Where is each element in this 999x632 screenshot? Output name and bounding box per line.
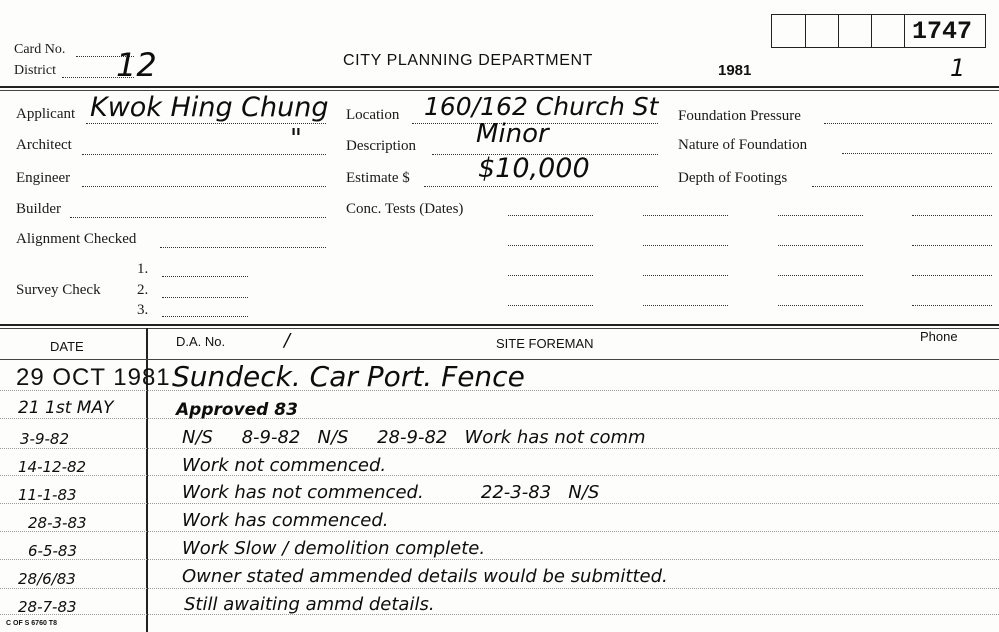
da-header: D.A. No. (176, 334, 226, 349)
location-label: Location (346, 107, 400, 123)
ruled-line (0, 531, 999, 532)
estimate-label: Estimate $ (346, 170, 410, 186)
form-code: C OF S 6760 T8 (6, 620, 57, 627)
survey-3: 3. (137, 302, 149, 318)
log-entry-date: 29 OCT 1981 (16, 364, 171, 391)
estimate-dots (424, 186, 658, 187)
conc-dots-r1c3 (778, 215, 863, 216)
conc-dots-r4c3 (778, 305, 863, 306)
applicant-label: Applicant (16, 106, 76, 122)
log-rule-2 (0, 328, 999, 329)
builder-dots (70, 217, 326, 218)
da-mark: / (284, 330, 291, 351)
log-entry-note: Work not commenced. (182, 455, 387, 476)
log-entry-note: Work Slow / demolition complete. (182, 538, 486, 559)
date-header: DATE (50, 339, 84, 354)
survey-3-dots (162, 316, 248, 317)
ruled-line (0, 588, 999, 589)
log-entry-date: 28/6/83 (18, 570, 76, 588)
conc-dots-r2c1 (508, 245, 593, 246)
location-value: 160/162 Church St (424, 92, 659, 121)
foreman-header: SITE FOREMAN (496, 336, 594, 351)
ruled-line (0, 559, 999, 560)
log-entry-date: 21 1st MAY (18, 398, 114, 418)
conc-dots-r4c2 (643, 305, 728, 306)
log-entry-date: 11-1-83 (18, 486, 77, 504)
log-entry-date: 28-7-83 (18, 598, 77, 616)
foundation-pressure-label: Foundation Pressure (678, 108, 801, 124)
ruled-line (0, 503, 999, 504)
year-mark: 1 (950, 54, 966, 82)
ruled-line (0, 448, 999, 449)
card-number: 1747 (912, 17, 973, 46)
phone-header: Phone (920, 329, 958, 344)
description-label: Description (346, 138, 416, 154)
header-rule-1 (0, 86, 999, 88)
log-entry-note: Work has not commenced. 22-3-83 N/S (182, 482, 600, 503)
survey-2: 2. (137, 282, 149, 298)
district-value: 12 (116, 46, 157, 84)
engineer-label: Engineer (16, 170, 71, 186)
conc-dots-r1c4 (912, 215, 992, 216)
architect-value: " (290, 124, 302, 154)
log-entry-date: 6-5-83 (28, 542, 77, 560)
conc-dots-r4c1 (508, 305, 593, 306)
architect-label: Architect (16, 137, 72, 153)
conc-dots-r1c1 (508, 215, 593, 216)
applicant-value: Kwok Hing Chung (90, 92, 329, 123)
conc-dots-r3c2 (643, 275, 728, 276)
ruled-line (0, 475, 999, 476)
district-label: District (14, 63, 56, 78)
estimate-value: $10,000 (478, 153, 590, 184)
card-number-box-3 (838, 14, 872, 48)
log-entry-note: Owner stated ammended details would be submitted. (182, 566, 668, 587)
survey-1-dots (162, 276, 248, 277)
conc-dots-r3c4 (912, 275, 992, 276)
year: 1981 (718, 62, 752, 79)
alignment-label: Alignment Checked (16, 231, 137, 247)
log-entry-note: Approved 83 (176, 400, 298, 420)
conc-dots-r1c2 (643, 215, 728, 216)
builder-label: Builder (16, 201, 61, 217)
ruled-line (0, 418, 999, 419)
survey-1: 1. (137, 261, 149, 277)
architect-dots (82, 154, 326, 155)
survey-2-dots (162, 297, 248, 298)
nature-foundation-label: Nature of Foundation (678, 137, 808, 153)
depth-footings-dots (812, 186, 992, 187)
ruled-line (0, 614, 999, 615)
conc-dots-r2c2 (643, 245, 728, 246)
log-rule-1 (0, 324, 999, 326)
conc-tests-label: Conc. Tests (Dates) (346, 201, 464, 217)
log-entry-note: Work has commenced. (182, 510, 389, 531)
log-entry-date: 14-12-82 (18, 458, 87, 476)
log-entry-note: N/S 8-9-82 N/S 28-9-82 Work has not comm (182, 427, 646, 448)
log-entry-note: Sundeck. Car Port. Fence (172, 360, 525, 393)
description-value: Minor (476, 119, 549, 149)
engineer-dots (82, 186, 326, 187)
foundation-pressure-dots (824, 123, 992, 124)
department-title: CITY PLANNING DEPARTMENT (343, 52, 593, 69)
survey-label: Survey Check (16, 282, 101, 298)
header-rule-2 (0, 90, 999, 91)
conc-dots-r2c3 (778, 245, 863, 246)
log-entry-date: 3-9-82 (20, 430, 69, 448)
conc-dots-r3c3 (778, 275, 863, 276)
card-no-label: Card No. (14, 42, 66, 57)
conc-dots-r4c4 (912, 305, 992, 306)
depth-footings-label: Depth of Footings (678, 170, 788, 186)
log-entry-date: 28-3-83 (28, 514, 87, 532)
conc-dots-r3c1 (508, 275, 593, 276)
conc-dots-r2c4 (912, 245, 992, 246)
nature-foundation-dots (842, 153, 992, 154)
alignment-dots (160, 247, 326, 248)
card-number-box-4 (871, 14, 905, 48)
card-number-box-2 (805, 14, 839, 48)
log-entry-note: Still awaiting ammd details. (184, 594, 435, 615)
card-number-box-1 (771, 14, 806, 48)
